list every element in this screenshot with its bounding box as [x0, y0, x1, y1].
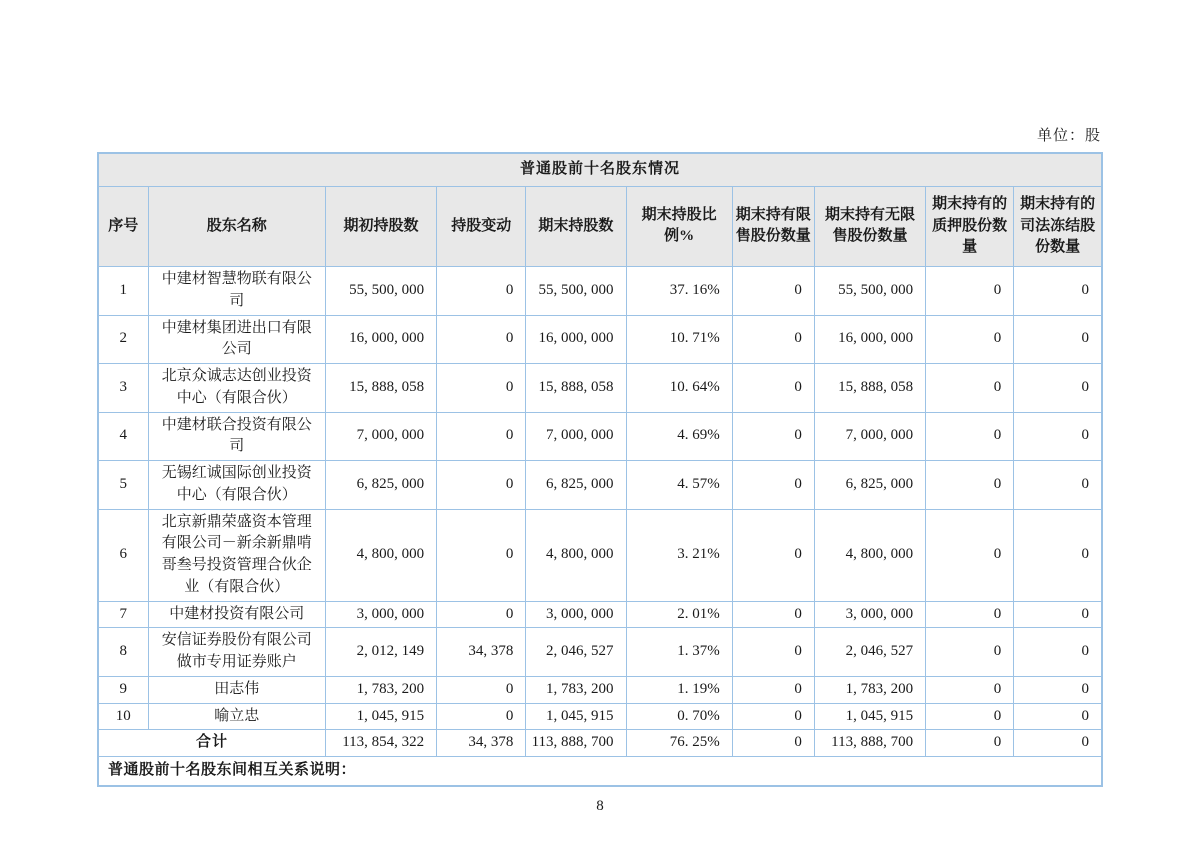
- cell-end: 3, 000, 000: [526, 601, 626, 628]
- cell-restricted: 0: [732, 412, 814, 461]
- column-header-idx: 序号: [98, 186, 148, 266]
- cell-unrestricted: 16, 000, 000: [814, 315, 925, 364]
- cell-change: 0: [437, 461, 526, 510]
- total-cell-unrestricted: 113, 888, 700: [814, 730, 925, 757]
- cell-idx: 2: [98, 315, 148, 364]
- cell-unrestricted: 1, 045, 915: [814, 703, 925, 730]
- cell-unrestricted: 1, 783, 200: [814, 676, 925, 703]
- cell-name: 中建材智慧物联有限公司: [148, 267, 325, 316]
- cell-idx: 5: [98, 461, 148, 510]
- cell-begin: 7, 000, 000: [325, 412, 436, 461]
- cell-ratio: 4. 69%: [626, 412, 732, 461]
- cell-restricted: 0: [732, 628, 814, 677]
- total-cell-pledged: 0: [926, 730, 1014, 757]
- cell-change: 0: [437, 509, 526, 601]
- cell-restricted: 0: [732, 676, 814, 703]
- table-row: [98, 703, 1102, 730]
- table-row: [98, 315, 1102, 364]
- cell-begin: 1, 045, 915: [325, 703, 436, 730]
- cell-idx: 3: [98, 364, 148, 413]
- footer-note: 普通股前十名股东间相互关系说明：: [98, 757, 1102, 786]
- cell-begin: 2, 012, 149: [325, 628, 436, 677]
- cell-name: 中建材集团进出口有限公司: [148, 315, 325, 364]
- table-title: 普通股前十名股东情况: [98, 153, 1102, 186]
- cell-name: 喻立忠: [148, 703, 325, 730]
- column-header-frozen: 期末持有的司法冻结股份数量: [1014, 186, 1102, 266]
- table-row: [98, 364, 1102, 413]
- cell-end: 16, 000, 000: [526, 315, 626, 364]
- cell-ratio: 10. 64%: [626, 364, 732, 413]
- page-number: 8: [596, 797, 604, 814]
- cell-frozen: 0: [1014, 267, 1102, 316]
- cell-pledged: 0: [926, 267, 1014, 316]
- column-header-pledged: 期末持有的质押股份数量: [926, 186, 1014, 266]
- total-cell-ratio: 76. 25%: [626, 730, 732, 757]
- cell-pledged: 0: [926, 703, 1014, 730]
- column-header-end: 期末持股数: [526, 186, 626, 266]
- cell-end: 2, 046, 527: [526, 628, 626, 677]
- table-row: [98, 461, 1102, 510]
- cell-restricted: 0: [732, 703, 814, 730]
- cell-unrestricted: 3, 000, 000: [814, 601, 925, 628]
- cell-name: 安信证券股份有限公司做市专用证券账户: [148, 628, 325, 677]
- total-label: 合计: [98, 730, 325, 757]
- cell-pledged: 0: [926, 509, 1014, 601]
- cell-frozen: 0: [1014, 509, 1102, 601]
- table-row: [98, 676, 1102, 703]
- cell-begin: 3, 000, 000: [325, 601, 436, 628]
- cell-idx: 8: [98, 628, 148, 677]
- cell-pledged: 0: [926, 412, 1014, 461]
- cell-change: 0: [437, 676, 526, 703]
- cell-ratio: 3. 21%: [626, 509, 732, 601]
- column-header-restricted: 期末持有限售股份数量: [732, 186, 814, 266]
- total-cell-restricted: 0: [732, 730, 814, 757]
- cell-frozen: 0: [1014, 315, 1102, 364]
- cell-end: 1, 045, 915: [526, 703, 626, 730]
- table-row: [98, 412, 1102, 461]
- cell-ratio: 2. 01%: [626, 601, 732, 628]
- cell-name: 北京众诚志达创业投资中心（有限合伙）: [148, 364, 325, 413]
- cell-name: 北京新鼎荣盛资本管理有限公司－新余新鼎啃哥叁号投资管理合伙企业（有限合伙）: [148, 509, 325, 601]
- cell-pledged: 0: [926, 628, 1014, 677]
- cell-ratio: 37. 16%: [626, 267, 732, 316]
- cell-change: 0: [437, 703, 526, 730]
- cell-begin: 16, 000, 000: [325, 315, 436, 364]
- cell-begin: 55, 500, 000: [325, 267, 436, 316]
- cell-end: 6, 825, 000: [526, 461, 626, 510]
- report-content: [97, 0, 1103, 815]
- cell-begin: 4, 800, 000: [325, 509, 436, 601]
- total-row: [98, 730, 1102, 757]
- column-header-begin: 期初持股数: [325, 186, 436, 266]
- cell-pledged: 0: [926, 364, 1014, 413]
- cell-end: 4, 800, 000: [526, 509, 626, 601]
- cell-idx: 9: [98, 676, 148, 703]
- table-row: [98, 601, 1102, 628]
- cell-end: 1, 783, 200: [526, 676, 626, 703]
- cell-restricted: 0: [732, 509, 814, 601]
- cell-change: 0: [437, 315, 526, 364]
- cell-idx: 4: [98, 412, 148, 461]
- column-header-unrestricted: 期末持有无限售股份数量: [814, 186, 925, 266]
- cell-unrestricted: 6, 825, 000: [814, 461, 925, 510]
- cell-frozen: 0: [1014, 364, 1102, 413]
- table-row: [98, 628, 1102, 677]
- cell-ratio: 1. 37%: [626, 628, 732, 677]
- cell-end: 15, 888, 058: [526, 364, 626, 413]
- table-row: [98, 267, 1102, 316]
- cell-idx: 7: [98, 601, 148, 628]
- cell-frozen: 0: [1014, 676, 1102, 703]
- total-cell-begin: 113, 854, 322: [325, 730, 436, 757]
- cell-restricted: 0: [732, 267, 814, 316]
- cell-change: 0: [437, 267, 526, 316]
- cell-ratio: 10. 71%: [626, 315, 732, 364]
- cell-frozen: 0: [1014, 461, 1102, 510]
- column-header-ratio: 期末持股比例%: [626, 186, 732, 266]
- cell-pledged: 0: [926, 601, 1014, 628]
- table-row: [98, 509, 1102, 601]
- cell-pledged: 0: [926, 315, 1014, 364]
- cell-change: 0: [437, 412, 526, 461]
- cell-begin: 1, 783, 200: [325, 676, 436, 703]
- cell-unrestricted: 7, 000, 000: [814, 412, 925, 461]
- cell-name: 中建材投资有限公司: [148, 601, 325, 628]
- cell-unrestricted: 55, 500, 000: [814, 267, 925, 316]
- cell-idx: 6: [98, 509, 148, 601]
- footer-note-row: [98, 757, 1102, 786]
- cell-restricted: 0: [732, 315, 814, 364]
- cell-ratio: 0. 70%: [626, 703, 732, 730]
- cell-ratio: 1. 19%: [626, 676, 732, 703]
- cell-change: 34, 378: [437, 628, 526, 677]
- cell-name: 田志伟: [148, 676, 325, 703]
- cell-frozen: 0: [1014, 412, 1102, 461]
- cell-end: 7, 000, 000: [526, 412, 626, 461]
- cell-begin: 6, 825, 000: [325, 461, 436, 510]
- cell-change: 0: [437, 364, 526, 413]
- cell-idx: 10: [98, 703, 148, 730]
- cell-pledged: 0: [926, 676, 1014, 703]
- cell-begin: 15, 888, 058: [325, 364, 436, 413]
- total-cell-frozen: 0: [1014, 730, 1102, 757]
- column-header-change: 持股变动: [437, 186, 526, 266]
- cell-restricted: 0: [732, 364, 814, 413]
- cell-restricted: 0: [732, 601, 814, 628]
- cell-ratio: 4. 57%: [626, 461, 732, 510]
- cell-idx: 1: [98, 267, 148, 316]
- cell-frozen: 0: [1014, 703, 1102, 730]
- table-header-row: [98, 186, 1102, 266]
- cell-name: 中建材联合投资有限公司: [148, 412, 325, 461]
- shareholders-table: [97, 152, 1103, 787]
- total-cell-change: 34, 378: [437, 730, 526, 757]
- total-cell-end: 113, 888, 700: [526, 730, 626, 757]
- cell-name: 无锡红诚国际创业投资中心（有限合伙）: [148, 461, 325, 510]
- cell-restricted: 0: [732, 461, 814, 510]
- cell-change: 0: [437, 601, 526, 628]
- column-header-name: 股东名称: [148, 186, 325, 266]
- cell-frozen: 0: [1014, 628, 1102, 677]
- cell-unrestricted: 15, 888, 058: [814, 364, 925, 413]
- cell-frozen: 0: [1014, 601, 1102, 628]
- cell-pledged: 0: [926, 461, 1014, 510]
- cell-unrestricted: 2, 046, 527: [814, 628, 925, 677]
- unit-label: 单位：股: [1036, 128, 1101, 144]
- table-title-row: [98, 153, 1102, 186]
- cell-unrestricted: 4, 800, 000: [814, 509, 925, 601]
- cell-end: 55, 500, 000: [526, 267, 626, 316]
